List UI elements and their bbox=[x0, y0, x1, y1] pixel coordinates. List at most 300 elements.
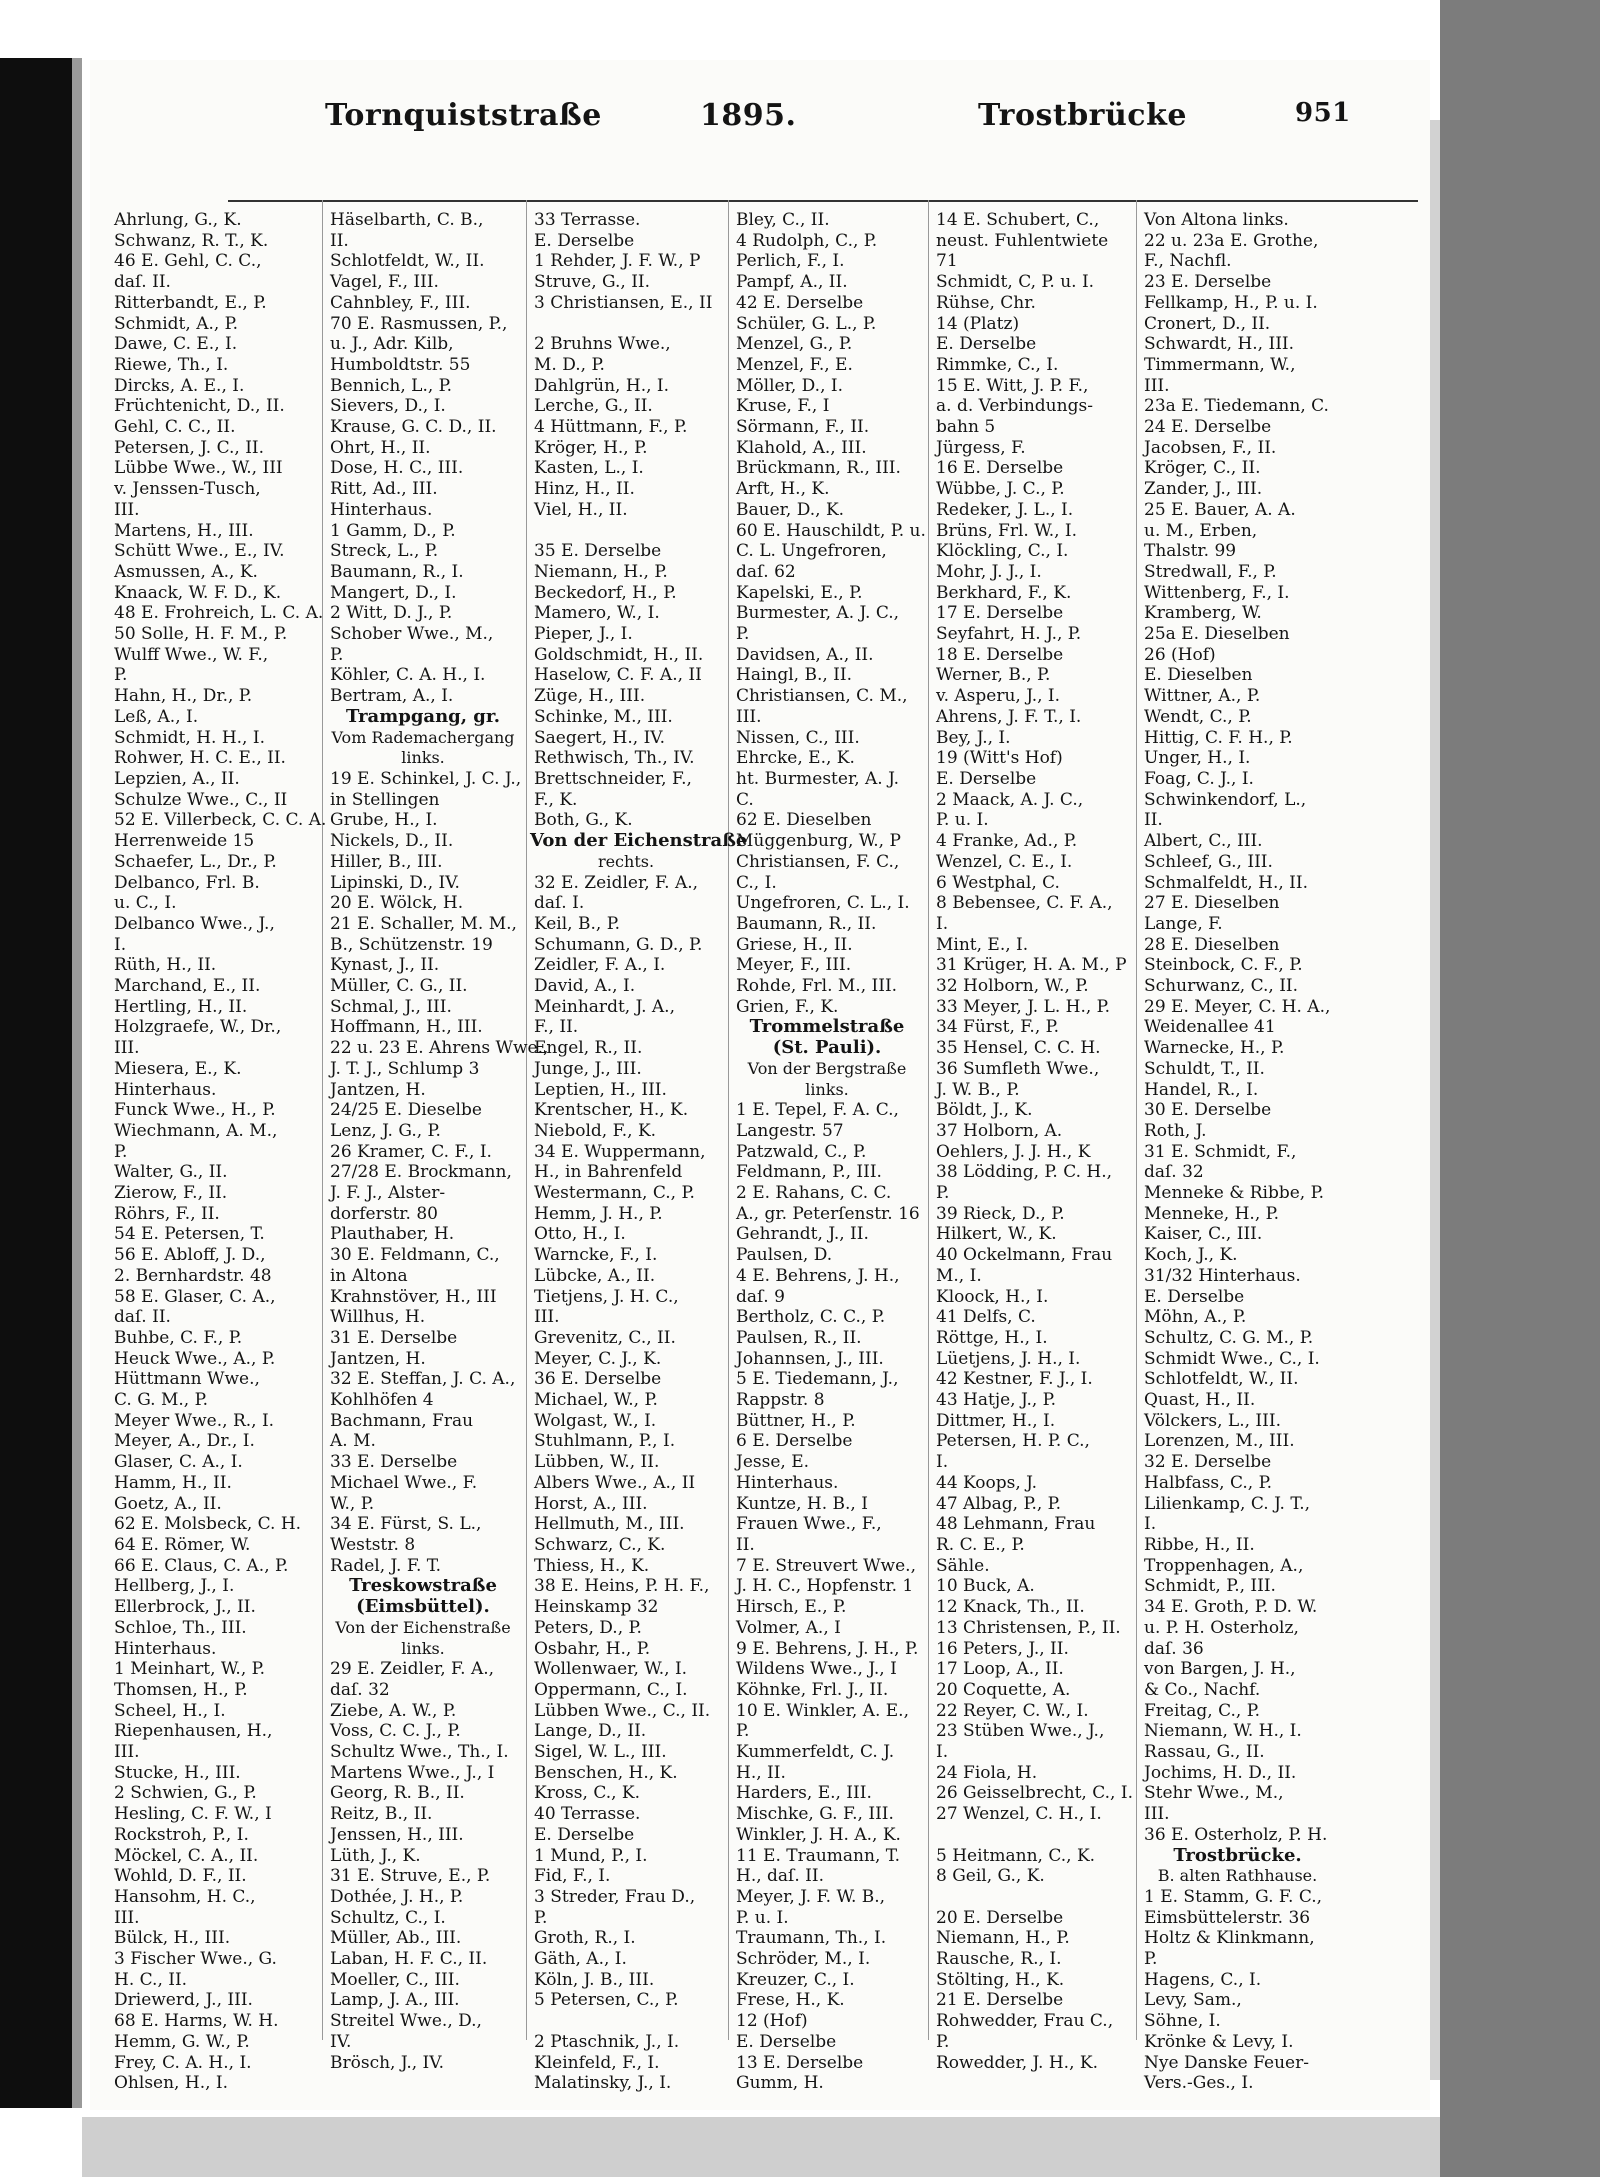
directory-entry: Kreuzer, C., I. bbox=[736, 1969, 855, 1990]
directory-entry: Kröger, H., P. bbox=[534, 437, 648, 458]
street-heading: Trostbrücke. bbox=[1173, 1844, 1302, 1866]
directory-entry: Lange, D., II. bbox=[534, 1721, 647, 1742]
directory-entry: Ohrt, H., II. bbox=[330, 437, 431, 458]
directory-entry: Von Altona links. bbox=[1144, 210, 1289, 230]
directory-entry: 13 Christensen, P., II. bbox=[936, 1617, 1121, 1638]
directory-entry: Hilkert, W., K. bbox=[936, 1224, 1057, 1245]
directory-entry bbox=[530, 521, 722, 542]
directory-entry: u. J., Adr. Kilb, bbox=[330, 334, 454, 355]
directory-entry: Bülck, H., III. bbox=[114, 1928, 231, 1949]
directory-entry: Levy, Sam., bbox=[1144, 1990, 1242, 2011]
directory-entry: Thiess, H., K. bbox=[534, 1555, 650, 1576]
directory-entry: Hamm, H., II. bbox=[114, 1472, 232, 1493]
directory-entry: Troppenhagen, A., bbox=[1144, 1555, 1304, 1576]
directory-entry: Timmermann, W., bbox=[1144, 354, 1296, 375]
directory-entry: Bertholz, C. C., P. bbox=[736, 1307, 886, 1328]
directory-entry: 12 Knack, Th., II. bbox=[936, 1597, 1085, 1618]
scan-background-right bbox=[1440, 0, 1600, 2177]
directory-entry: Köln, J. B., III. bbox=[534, 1969, 655, 1990]
directory-entry: 33 Meyer, J. L. H., P. bbox=[936, 996, 1111, 1017]
directory-entry: Schultz, C., I. bbox=[330, 1907, 446, 1928]
directory-entry: 29 E. Zeidler, F. A., bbox=[330, 1659, 495, 1680]
directory-entry: Winkler, J. H. A., K. bbox=[736, 1824, 901, 1845]
directory-entry: Radel, J. F. T. bbox=[330, 1555, 442, 1576]
directory-entry: Schröder, M., I. bbox=[736, 1949, 871, 1970]
directory-entry: Hinterhaus. bbox=[736, 1472, 839, 1493]
directory-entry: Brückmann, R., III. bbox=[736, 458, 901, 479]
directory-entry: Weidenallee 41 bbox=[1144, 1017, 1276, 1038]
directory-entry: Sörmann, F., II. bbox=[736, 417, 870, 438]
directory-entry: 26 (Hof) bbox=[1144, 644, 1216, 665]
directory-entry: 54 E. Petersen, T. bbox=[114, 1224, 265, 1245]
directory-entry: P. bbox=[330, 644, 344, 665]
directory-entry: 31 E. Schmidt, F., bbox=[1144, 1141, 1297, 1162]
directory-entry: Asmussen, A., K. bbox=[114, 561, 258, 582]
directory-entry: Kramberg, W. bbox=[1144, 603, 1262, 624]
directory-entry: Hansohm, H. C., bbox=[114, 1886, 256, 1907]
directory-entry: 8 Geil, G., K. bbox=[936, 1866, 1045, 1887]
directory-entry: Berkhard, F., K. bbox=[936, 582, 1072, 603]
directory-entry: Menzel, F., E. bbox=[736, 354, 853, 375]
directory-entry: 8 Bebensee, C. F. A., bbox=[936, 893, 1113, 914]
directory-entry: IV. bbox=[330, 2031, 352, 2052]
directory-entry: III. bbox=[1144, 375, 1170, 396]
directory-entry: Leß, A., I. bbox=[114, 706, 199, 727]
directory-entry: u. C., I. bbox=[114, 893, 177, 914]
directory-entry: Steinbock, C. F., P. bbox=[1144, 955, 1303, 976]
directory-entry: E. Derselbe bbox=[936, 768, 1037, 789]
directory-entry: 1 E. Tepel, F. A. C., bbox=[736, 1100, 899, 1121]
column-1 bbox=[110, 210, 327, 2094]
directory-entry: Sähle. bbox=[936, 1555, 990, 1576]
directory-entry: Lilienkamp, C. J. T., bbox=[1144, 1493, 1311, 1514]
directory-entry: III. bbox=[114, 499, 140, 520]
directory-entry: Paulsen, D. bbox=[736, 1245, 833, 1266]
directory-entry: Hinterhaus. bbox=[114, 1638, 217, 1659]
directory-entry: Mangert, D., I. bbox=[330, 582, 457, 603]
directory-entry: Gäth, A., I. bbox=[534, 1949, 627, 1970]
directory-entry: 50 Solle, H. F. M., P. bbox=[114, 624, 288, 645]
directory-entry: Hellberg, J., I. bbox=[114, 1576, 235, 1597]
directory-entry: Delbanco, Frl. B. bbox=[114, 872, 260, 893]
directory-entry: neust. Fuhlentwiete bbox=[936, 230, 1109, 251]
header-rule bbox=[228, 200, 1418, 202]
directory-entry: Meyer, J. F. W. B., bbox=[736, 1886, 886, 1907]
directory-entry: 3 Streder, Frau D., bbox=[534, 1886, 696, 1907]
directory-entry: Kruse, F., I bbox=[736, 396, 830, 417]
directory-entry: Paulsen, R., II. bbox=[736, 1327, 862, 1348]
street-subheading: B. alten Rathhause. bbox=[1157, 1866, 1318, 1886]
directory-entry: 27/28 E. Brockmann, bbox=[330, 1162, 512, 1183]
page-header bbox=[230, 98, 1410, 158]
directory-entry: Junge, J., III. bbox=[534, 1058, 642, 1079]
directory-entry: ht. Burmester, A. J. bbox=[736, 768, 900, 789]
directory-entry: Mamero, W., I. bbox=[534, 603, 660, 624]
directory-entry: Lüetjens, J. H., I. bbox=[936, 1348, 1081, 1369]
directory-entry: Ungefroren, C. L., I. bbox=[736, 893, 910, 914]
directory-entry: Plauthaber, H. bbox=[330, 1224, 455, 1245]
directory-entry: 47 Albag, P., P. bbox=[936, 1493, 1062, 1514]
directory-entry: 38 E. Heins, P. H. F., bbox=[534, 1576, 710, 1597]
column-6 bbox=[1140, 210, 1335, 2094]
directory-entry: C., I. bbox=[736, 872, 777, 893]
directory-entry: Möckel, C. A., II. bbox=[114, 1845, 259, 1866]
directory-entry: E. Dieselben bbox=[1144, 665, 1253, 686]
directory-entry: 33 Terrasse. bbox=[534, 210, 641, 230]
directory-entry: Kleinfeld, F., I. bbox=[534, 2052, 660, 2073]
directory-entry: 62 E. Dieselben bbox=[736, 810, 872, 831]
directory-entry: Oehlers, J. J. H., K bbox=[936, 1141, 1091, 1162]
directory-entry: Haselow, C. F. A., II bbox=[534, 665, 702, 686]
street-heading: (Eimsbüttel). bbox=[356, 1596, 490, 1618]
directory-entry: Röhrs, F., II. bbox=[114, 1203, 220, 1224]
directory-entry: 16 E. Derselbe bbox=[936, 458, 1064, 479]
directory-entry: daſ. 62 bbox=[736, 561, 796, 582]
directory-entry: Griese, H., II. bbox=[736, 934, 853, 955]
directory-entry: Schulze Wwe., C., II bbox=[114, 789, 288, 810]
directory-entry: Kummerfeldt, C. J. bbox=[736, 1742, 895, 1763]
directory-entry: Klahold, A., III. bbox=[736, 437, 867, 458]
directory-entry: Lorenzen, M., III. bbox=[1144, 1431, 1295, 1452]
directory-entry: Hiller, B., III. bbox=[330, 851, 443, 872]
directory-entry: Rimmke, C., I. bbox=[936, 354, 1059, 375]
directory-entry: v. Asperu, J., I. bbox=[936, 686, 1061, 707]
directory-entry: Kloock, H., I. bbox=[936, 1286, 1049, 1307]
directory-entry: 56 E. Abloff, J. D., bbox=[114, 1245, 266, 1266]
directory-entry: 13 E. Derselbe bbox=[736, 2052, 864, 2073]
directory-entry: Lepzien, A., II. bbox=[114, 768, 240, 789]
directory-entry: 34 E. Fürst, S. L., bbox=[330, 1514, 482, 1535]
directory-entry: Kuntze, H. B., I bbox=[736, 1493, 868, 1514]
directory-entry: 26 Kramer, C. F., I. bbox=[330, 1141, 492, 1162]
directory-entry: 21 E. Derselbe bbox=[936, 1990, 1064, 2011]
directory-entry: Lange, F. bbox=[1144, 913, 1223, 934]
directory-entry: Rassau, G., II. bbox=[1144, 1742, 1265, 1763]
page-edge-bottom bbox=[82, 2117, 1440, 2177]
directory-entry: Martens, H., III. bbox=[114, 520, 254, 541]
street-subheading: Von der Eichenstraße bbox=[335, 1617, 511, 1637]
directory-entry: 21 E. Schaller, M. M., bbox=[330, 913, 517, 934]
directory-entry: Ellerbrock, J., II. bbox=[114, 1597, 256, 1618]
directory-entry: F., K. bbox=[534, 789, 578, 810]
directory-entry: Holzgraefe, W., Dr., bbox=[114, 1017, 282, 1038]
directory-entry: Lipinski, D., IV. bbox=[330, 872, 460, 893]
directory-entry: Baumann, R., II. bbox=[736, 913, 877, 934]
directory-entry: Zeidler, F. A., I. bbox=[534, 955, 666, 976]
directory-entry: Cronert, D., II. bbox=[1144, 313, 1271, 334]
directory-entry: Wulff Wwe., W. F., bbox=[114, 644, 269, 665]
directory-entry: Ritt, Ad., III. bbox=[330, 479, 438, 500]
directory-entry: II. bbox=[330, 230, 349, 251]
header-left-street: Tornquiststraße bbox=[325, 98, 602, 133]
directory-entry: Davidsen, A., II. bbox=[736, 644, 874, 665]
page-gutter bbox=[72, 58, 82, 2108]
directory-entry: 62 E. Molsbeck, C. H. bbox=[114, 1514, 302, 1535]
directory-entry: 14 E. Schubert, C., bbox=[936, 210, 1100, 230]
directory-entry: III. bbox=[736, 706, 762, 727]
column-4 bbox=[732, 210, 926, 2094]
directory-entry: Meyer Wwe., R., I. bbox=[114, 1410, 275, 1431]
directory-entry: 14 (Platz) bbox=[936, 313, 1020, 334]
directory-entry: Schloe, Th., III. bbox=[114, 1617, 247, 1638]
directory-entry: 35 E. Derselbe bbox=[534, 541, 662, 562]
directory-entry: Traumann, Th., I. bbox=[736, 1928, 887, 1949]
directory-entry: Wendt, C., P. bbox=[1144, 706, 1252, 727]
directory-entry: Menneke & Ribbe, P. bbox=[1144, 1183, 1324, 1204]
directory-entry: H. C., II. bbox=[114, 1969, 188, 1990]
directory-entry: Heuck Wwe., A., P. bbox=[114, 1348, 276, 1369]
directory-entry: 4 E. Behrens, J. H., bbox=[736, 1265, 900, 1286]
directory-entry: Stucke, H., III. bbox=[114, 1762, 241, 1783]
directory-entry: Driewerd, J., III. bbox=[114, 1990, 253, 2011]
directory-entry: Dircks, A. E., I. bbox=[114, 375, 245, 396]
directory-entry: 4 Rudolph, C., P. bbox=[736, 230, 878, 251]
directory-entry: Martens Wwe., J., I bbox=[330, 1762, 495, 1783]
directory-entry: Johannsen, J., III. bbox=[736, 1348, 884, 1369]
directory-entry: 9 E. Behrens, J. H., P. bbox=[736, 1638, 919, 1659]
directory-entry: Nye Danske Feuer- bbox=[1144, 2052, 1309, 2073]
directory-entry: Menneke, H., P. bbox=[1144, 1203, 1280, 1224]
book-spine-shadow bbox=[0, 58, 72, 2108]
directory-entry: Stehr Wwe., M., bbox=[1144, 1783, 1284, 1804]
directory-entry: Früchtenicht, D., II. bbox=[114, 396, 285, 417]
directory-entry: Niemann, H., P. bbox=[534, 561, 668, 582]
directory-entry: Christiansen, F. C., bbox=[736, 851, 900, 872]
street-heading: (St. Pauli). bbox=[772, 1037, 882, 1059]
directory-entry: Krönke & Levy, I. bbox=[1144, 2031, 1294, 2052]
street-subheading: links. bbox=[401, 1638, 445, 1658]
directory-entry: 36 E. Derselbe bbox=[534, 1369, 662, 1390]
directory-entry: Nickels, D., II. bbox=[330, 831, 454, 852]
directory-entry: Heinskamp 32 bbox=[534, 1597, 659, 1618]
directory-entry: Dothée, J. H., P. bbox=[330, 1886, 464, 1907]
directory-entry: u. P. H. Osterholz, bbox=[1144, 1617, 1299, 1638]
directory-entry: Warnecke, H., P. bbox=[1144, 1038, 1285, 1059]
directory-entry: Schleef, G., III. bbox=[1144, 851, 1273, 872]
directory-entry: Rohde, Frl. M., III. bbox=[736, 976, 898, 997]
directory-entry: H., II. bbox=[736, 1762, 786, 1783]
directory-entry: Schultz, C. G. M., P. bbox=[1144, 1327, 1314, 1348]
directory-entry: 31 E. Struve, E., P. bbox=[330, 1866, 491, 1887]
street-heading: Treskowstraße bbox=[349, 1575, 497, 1597]
directory-entry: Schüler, G. L., P. bbox=[736, 313, 877, 334]
directory-entry: Stölting, H., K. bbox=[936, 1969, 1065, 1990]
directory-entry: 41 Delfs, C. bbox=[936, 1307, 1036, 1328]
directory-entry: P. bbox=[114, 1141, 128, 1162]
directory-entry: 24 E. Derselbe bbox=[1144, 417, 1272, 438]
directory-entry: 20 E. Wölck, H. bbox=[330, 893, 464, 914]
directory-entry: Krahnstöver, H., III bbox=[330, 1286, 497, 1307]
directory-entry: Rausche, R., I. bbox=[936, 1949, 1062, 1970]
directory-entry: M., I. bbox=[936, 1265, 982, 1286]
directory-entry: Niemann, H., P. bbox=[936, 1928, 1070, 1949]
directory-entry: daſ. I. bbox=[534, 893, 585, 914]
directory-entry: 15 E. Witt, J. P. F., bbox=[936, 375, 1089, 396]
directory-entry: P. u. I. bbox=[736, 1907, 789, 1928]
directory-entry: II. bbox=[1144, 810, 1163, 831]
directory-entry: v. Jenssen-Tusch, bbox=[114, 479, 261, 500]
directory-entry: Schmidt, H. H., I. bbox=[114, 727, 265, 748]
directory-entry: 16 Peters, J., II. bbox=[936, 1638, 1069, 1659]
directory-entry: daſ. 32 bbox=[1144, 1162, 1204, 1183]
directory-entry: Tietjens, J. H. C., bbox=[534, 1286, 679, 1307]
directory-entry: Weststr. 8 bbox=[330, 1535, 416, 1555]
directory-entry: III. bbox=[114, 1742, 140, 1763]
directory-entry: 46 E. Gehl, C. C., bbox=[114, 251, 262, 272]
directory-entry: 11 E. Traumann, T. bbox=[736, 1845, 901, 1866]
directory-entry: Saegert, H., IV. bbox=[534, 727, 666, 748]
directory-entry: E. Derselbe bbox=[736, 2031, 837, 2052]
directory-entry: Foag, C. J., I. bbox=[1144, 768, 1254, 789]
directory-entry: Schmidt, A., P. bbox=[114, 313, 239, 334]
directory-entry: Michael, W., P. bbox=[534, 1390, 658, 1411]
directory-entry: a. d. Verbindungs- bbox=[936, 396, 1093, 417]
street-subheading: links. bbox=[401, 748, 445, 768]
directory-entry: R. C. E., P. bbox=[936, 1535, 1025, 1555]
directory-entry: Kynast, J., II. bbox=[330, 955, 440, 976]
directory-entry: Schwarz, C., K. bbox=[534, 1535, 666, 1555]
directory-entry: III. bbox=[114, 1907, 140, 1928]
directory-entry: Walter, G., II. bbox=[114, 1162, 228, 1183]
directory-entry: 4 Hüttmann, F., P. bbox=[534, 417, 688, 438]
directory-entry: Volmer, A., I bbox=[736, 1617, 841, 1638]
directory-entry: 42 E. Derselbe bbox=[736, 292, 864, 313]
directory-entry: Schlotfeldt, W., II. bbox=[330, 251, 485, 272]
directory-entry: Petersen, J. C., II. bbox=[114, 437, 265, 458]
directory-entry: Hagens, C., I. bbox=[1144, 1969, 1262, 1990]
directory-entry: Burmester, A. J. C., bbox=[736, 603, 900, 624]
directory-entry: Ribbe, H., II. bbox=[1144, 1535, 1255, 1555]
directory-entry: Unger, H., I. bbox=[1144, 748, 1251, 769]
directory-entry: Kross, C., K. bbox=[534, 1783, 641, 1804]
directory-entry: 37 Holborn, A. bbox=[936, 1120, 1063, 1141]
directory-entry: 33 E. Derselbe bbox=[330, 1452, 458, 1473]
directory-entry: Fid, F., I. bbox=[534, 1866, 611, 1887]
directory-entry: Sigel, W. L., III. bbox=[534, 1742, 667, 1763]
directory-entry: Glaser, C. A., I. bbox=[114, 1452, 243, 1473]
directory-entry: Georg, R. B., II. bbox=[330, 1783, 465, 1804]
directory-entry: Müller, C. G., II. bbox=[330, 976, 468, 997]
directory-entry: & Co., Nachf. bbox=[1144, 1679, 1261, 1700]
directory-entry: Hellmuth, M., III. bbox=[534, 1514, 685, 1535]
column-5 bbox=[932, 210, 1133, 2073]
directory-entry: Riewe, Th., I. bbox=[114, 354, 229, 375]
directory-entry: B., Schützenstr. 19 bbox=[330, 934, 493, 955]
directory-entry: Jochims, H. D., II. bbox=[1144, 1762, 1297, 1783]
directory-entry: Michael Wwe., F. bbox=[330, 1472, 478, 1493]
directory-entry: II. bbox=[736, 1535, 755, 1555]
directory-entry: 3 Christiansen, E., II bbox=[534, 292, 713, 313]
directory-entry: Holtz & Klinkmann, bbox=[1144, 1928, 1315, 1949]
directory-entry: Hinterhaus. bbox=[330, 499, 433, 520]
directory-entry: Moeller, C., III. bbox=[330, 1969, 460, 1990]
directory-entry: J. F. J., Alster- bbox=[330, 1183, 446, 1204]
directory-entry: 5 Heitmann, C., K. bbox=[936, 1845, 1096, 1866]
directory-entry: 43 Hatje, J., P. bbox=[936, 1390, 1057, 1411]
directory-entry: Schmal, J., III. bbox=[330, 996, 452, 1017]
directory-entry: Rohwedder, Frau C., bbox=[936, 2011, 1114, 2032]
directory-entry: Delbanco Wwe., J., bbox=[114, 913, 275, 934]
directory-entry: Streck, L., P. bbox=[330, 541, 439, 562]
directory-entry: Pieper, J., I. bbox=[534, 624, 633, 645]
directory-entry: Jantzen, H. bbox=[330, 1348, 426, 1369]
directory-entry: Vagel, F., III. bbox=[330, 272, 439, 293]
directory-entry: Knaack, W. F. D., K. bbox=[114, 582, 282, 603]
directory-entry: Bley, C., II. bbox=[736, 210, 830, 230]
directory-entry: Schmidt Wwe., C., I. bbox=[1144, 1348, 1320, 1369]
directory-entry: Reitz, B., II. bbox=[330, 1804, 433, 1825]
directory-entry: H., in Bahrenfeld bbox=[534, 1162, 683, 1183]
directory-entry: Wolgast, W., I. bbox=[534, 1410, 657, 1431]
directory-entry: Benschen, H., K. bbox=[534, 1762, 678, 1783]
directory-entry: P. bbox=[114, 665, 128, 686]
directory-entry: Hemm, G. W., P. bbox=[114, 2031, 250, 2052]
directory-entry: Mint, E., I. bbox=[936, 934, 1029, 955]
directory-entry: Hittig, C. F. H., P. bbox=[1144, 727, 1293, 748]
header-right-street: Trostbrücke bbox=[978, 98, 1187, 133]
directory-entry: Sievers, D., I. bbox=[330, 396, 446, 417]
directory-entry: Zander, J., III. bbox=[1144, 479, 1263, 500]
directory-entry: Grevenitz, C., II. bbox=[534, 1327, 676, 1348]
directory-entry: Rowedder, J. H., K. bbox=[936, 2052, 1098, 2073]
directory-entry: III. bbox=[114, 1038, 140, 1059]
directory-entry: Söhne, I. bbox=[1144, 2011, 1221, 2032]
directory-entry: Schlotfeldt, W., II. bbox=[1144, 1369, 1299, 1390]
directory-entry: 10 E. Winkler, A. E., bbox=[736, 1700, 909, 1721]
directory-entry: 35 Hensel, C. C. H. bbox=[936, 1038, 1101, 1059]
directory-entry: Osbahr, H., P. bbox=[534, 1638, 651, 1659]
directory-entry: Thalstr. 99 bbox=[1144, 541, 1237, 562]
directory-entry: Schmidt, P., III. bbox=[1144, 1576, 1276, 1597]
directory-entry: Roth, J. bbox=[1144, 1120, 1207, 1141]
directory-entry: 20 Coquette, A. bbox=[936, 1679, 1071, 1700]
directory-entry: Schuldt, T., II. bbox=[1144, 1058, 1265, 1079]
directory-entry: 2 Ptaschnik, J., I. bbox=[534, 2031, 680, 2052]
directory-entry: E. Derselbe bbox=[1144, 1286, 1245, 1307]
directory-entry: Köhnke, Frl. J., II. bbox=[736, 1679, 889, 1700]
directory-entry: 60 E. Hauschildt, P. u. bbox=[736, 520, 926, 541]
directory-entry: 10 Buck, A. bbox=[936, 1576, 1035, 1597]
directory-entry: Ritterbandt, E., P. bbox=[114, 292, 267, 313]
directory-entry: daſ. II. bbox=[114, 1307, 171, 1328]
directory-entry: Gehrandt, J., II. bbox=[736, 1224, 869, 1245]
directory-entry: daſ. II. bbox=[114, 272, 171, 293]
directory-entry: I. bbox=[1144, 1514, 1157, 1535]
directory-entry: Ehrcke, E., K. bbox=[736, 748, 855, 769]
directory-entry: 64 E. Römer, W. bbox=[114, 1535, 251, 1555]
directory-entry: Rethwisch, Th., IV. bbox=[534, 748, 695, 769]
directory-entry: Hirsch, E., P. bbox=[736, 1597, 847, 1618]
directory-entry: 31/32 Hinterhaus. bbox=[1144, 1265, 1301, 1286]
directory-entry: Dahlgrün, H., I. bbox=[534, 375, 670, 396]
directory-entry: Rockstroh, P., I. bbox=[114, 1824, 249, 1845]
directory-entry: F., Nachfl. bbox=[1144, 251, 1232, 272]
directory-entry: 2. Bernhardstr. 48 bbox=[114, 1265, 272, 1286]
directory-entry: C. L. Ungefroren, bbox=[736, 541, 887, 562]
directory-entry: Hinterhaus. bbox=[114, 1079, 217, 1100]
directory-entry: Rohwer, H. C. E., II. bbox=[114, 748, 286, 769]
directory-entry: Voss, C. C. J., P. bbox=[330, 1721, 461, 1742]
directory-entry: Meyer, C. J., K. bbox=[534, 1348, 662, 1369]
directory-entry: Kröger, C., II. bbox=[1144, 458, 1261, 479]
directory-entry: Leptien, H., III. bbox=[534, 1079, 667, 1100]
directory-entry: Rüth, H., II. bbox=[114, 955, 217, 976]
directory-entry: Lübben Wwe., C., II. bbox=[534, 1700, 711, 1721]
street-subheading: Von der Bergstraße bbox=[747, 1058, 907, 1078]
directory-entry: J. W. B., P. bbox=[936, 1079, 1020, 1100]
directory-entry: u. M., Erben, bbox=[1144, 520, 1258, 541]
directory-entry: 32 E. Zeidler, F. A., bbox=[534, 872, 699, 893]
